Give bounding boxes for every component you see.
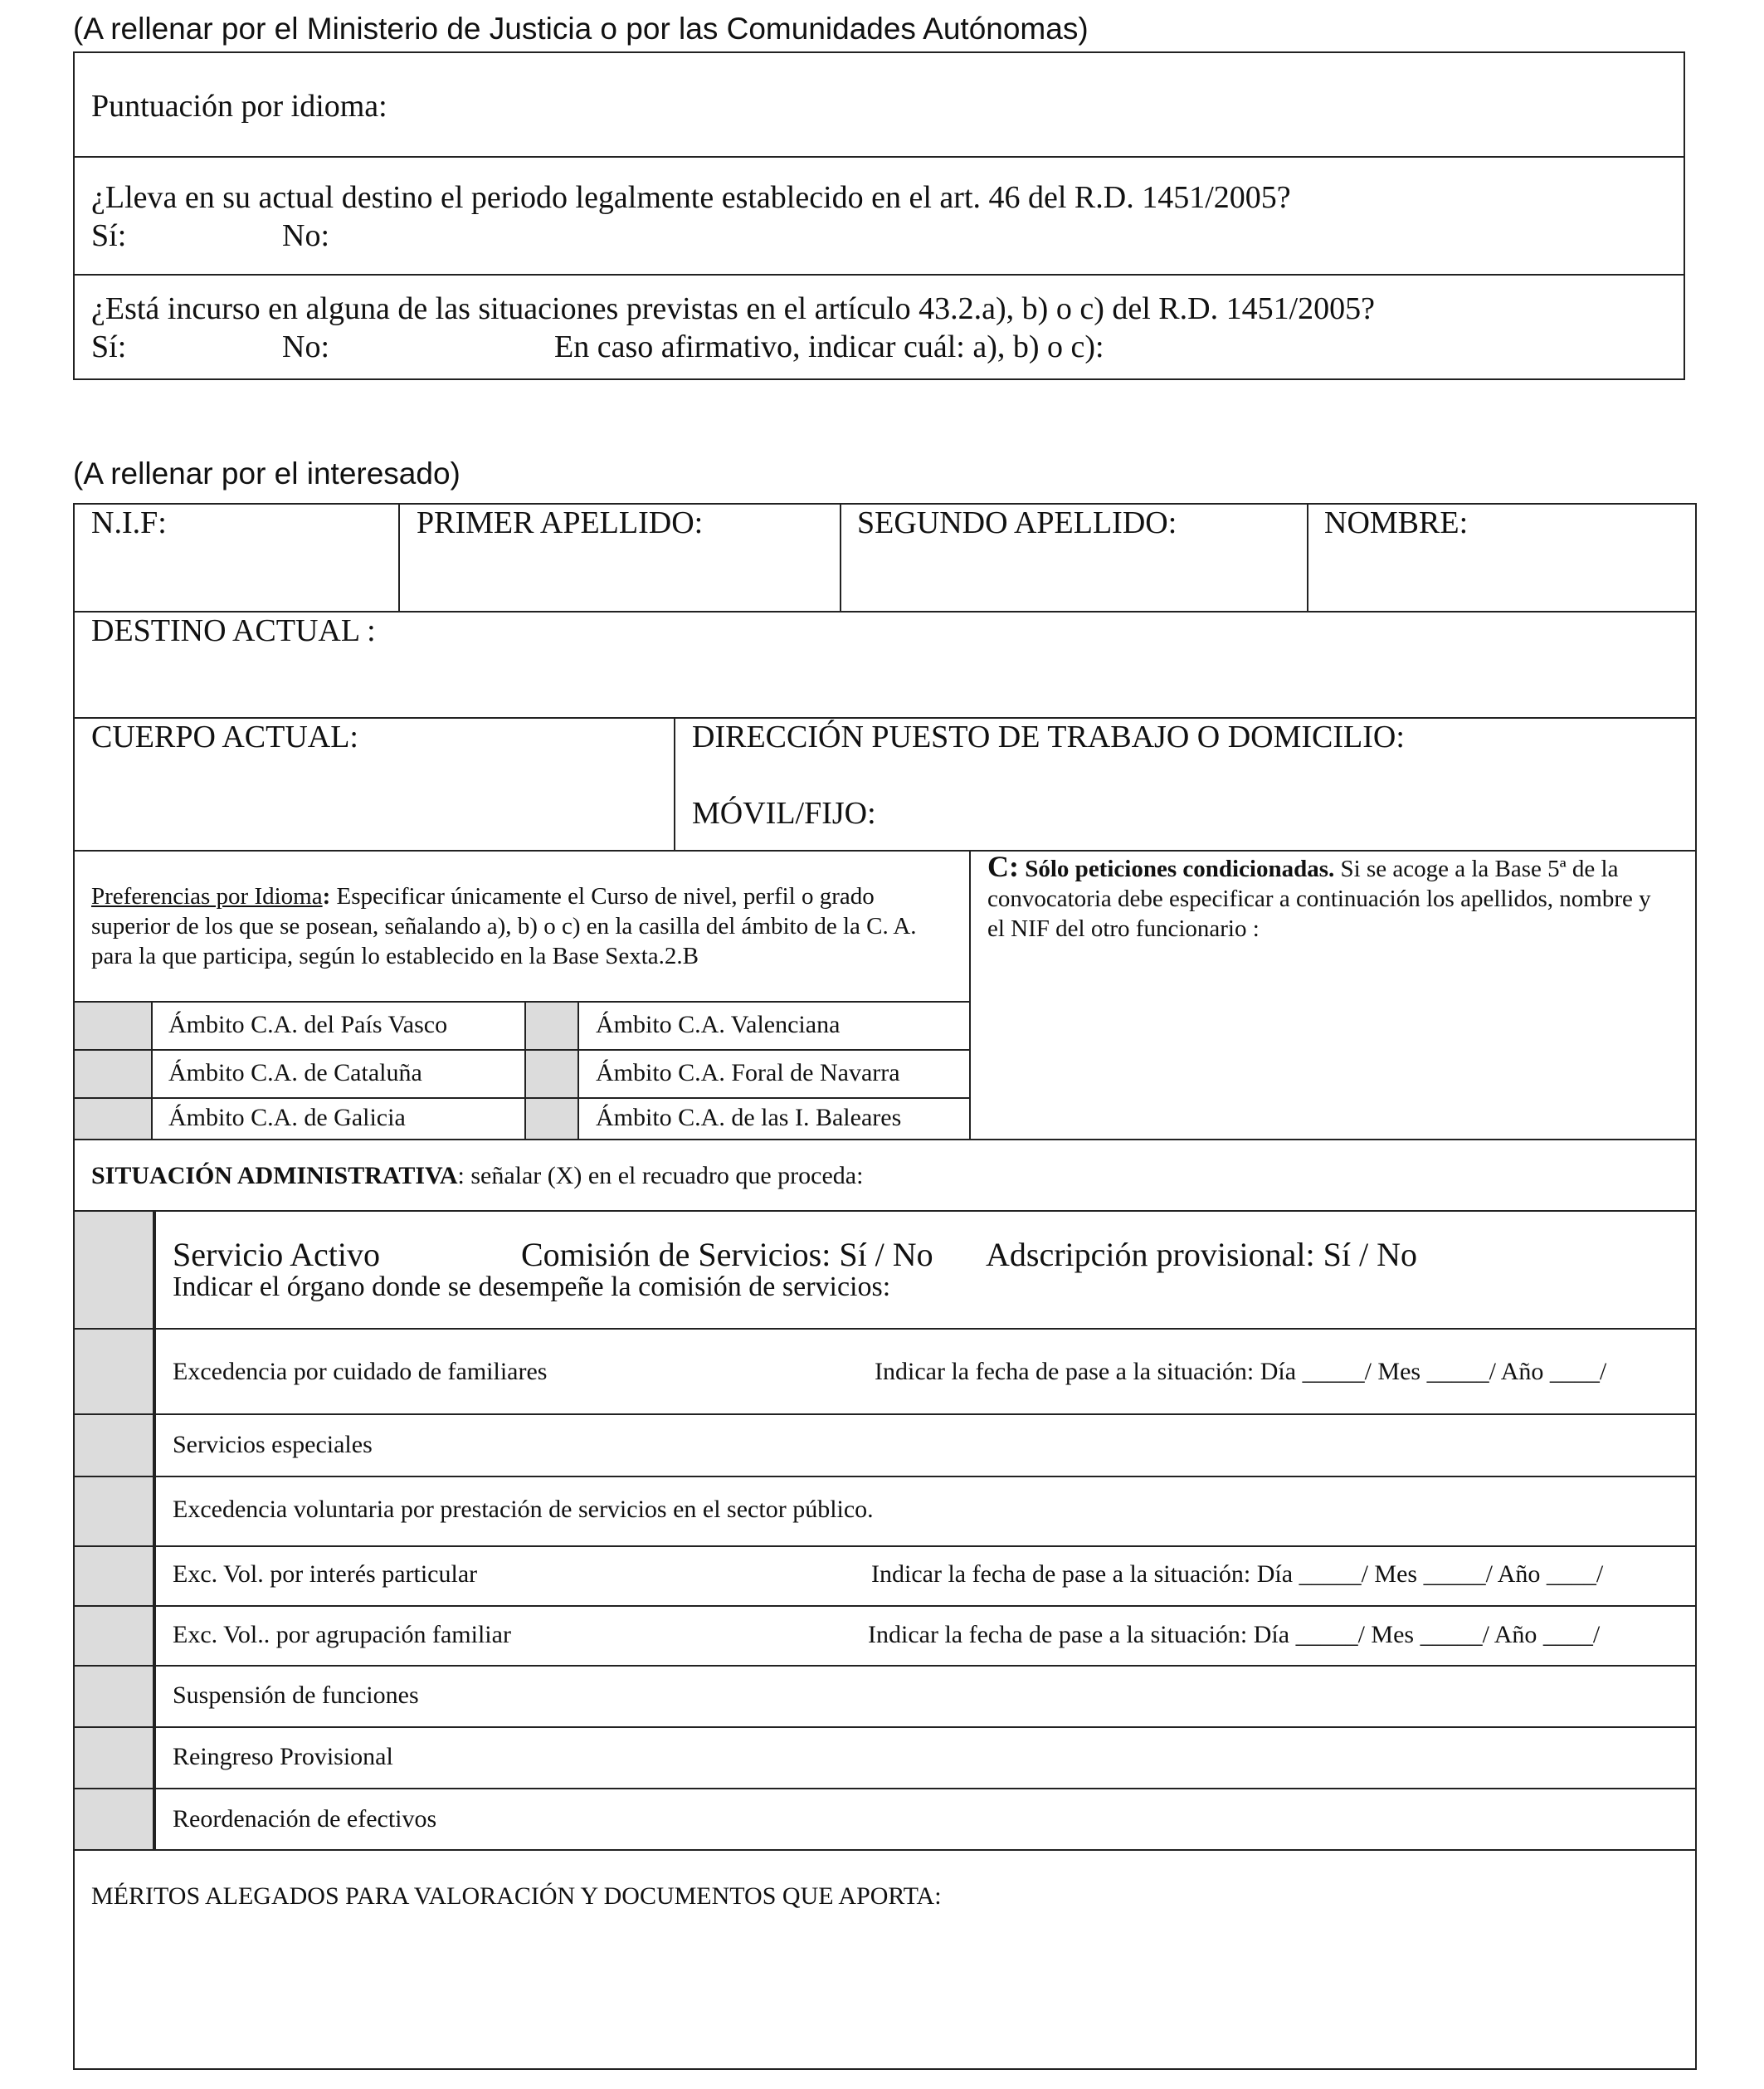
region-label-cataluna: Ámbito C.A. de Cataluña xyxy=(168,1059,422,1086)
conditional-instructions: Si se acoge a la Base 5ª de la convocatoria debe especificar a continuación los apellidos, nombre y el NIF del otro funcionario : xyxy=(987,856,1651,942)
conditional-period: . xyxy=(1328,856,1335,882)
region-label-pais-vasco: Ámbito C.A. del País Vasco xyxy=(168,1011,448,1038)
language-preferences-colon: : xyxy=(322,883,331,910)
nif-field[interactable]: N.I.F: xyxy=(91,505,167,540)
region-label-valenciana: Ámbito C.A. Valenciana xyxy=(596,1011,841,1038)
region-label-baleares: Ámbito C.A. de las I. Baleares xyxy=(596,1104,902,1131)
merits-field[interactable]: MÉRITOS ALEGADOS PARA VALORACIÓN Y DOCUMENTOS QUE APORTA: xyxy=(91,1882,942,1910)
question-situations: ¿Está incurso en alguna de las situaciones previstas en el artículo 43.2.a), b) o c) del R.D. 1451/2005? xyxy=(91,291,1375,326)
region-label-navarra: Ámbito C.A. Foral de Navarra xyxy=(596,1059,900,1086)
situation-checkbox[interactable] xyxy=(75,1330,154,1413)
divider xyxy=(73,1849,1697,1851)
region-checkbox[interactable] xyxy=(526,1051,579,1097)
divider xyxy=(73,1605,1697,1607)
phone-field[interactable]: MÓVIL/FIJO: xyxy=(692,796,876,831)
situation-checkbox[interactable] xyxy=(75,1667,154,1726)
situation-checkbox[interactable] xyxy=(75,1789,154,1849)
divider xyxy=(73,1001,969,1003)
address-field[interactable]: DIRECCIÓN PUESTO DE TRABAJO O DOMICILIO: xyxy=(692,720,1405,754)
option-family-grouping-leave: Exc. Vol.. por agrupación familiar xyxy=(173,1621,511,1648)
divider xyxy=(73,1726,1697,1728)
admin-situation-heading xyxy=(91,1162,863,1190)
answer-no-label[interactable]: No: xyxy=(282,218,329,253)
divider xyxy=(73,1545,1697,1547)
divider xyxy=(73,1476,1697,1477)
region-label-galicia: Ámbito C.A. de Galicia xyxy=(168,1104,406,1131)
situation-checkbox[interactable] xyxy=(75,1728,154,1788)
divider xyxy=(73,1049,969,1051)
divider xyxy=(154,1210,156,1849)
language-preferences-instructions: Especificar únicamente el Curso de nivel, perfil o grado superior de los que se posean, señalando a), b) o c) en la casilla del ámbito de la C. A. para la que participa, según lo establecido en la Base Sexta.2.B xyxy=(91,883,917,969)
divider xyxy=(398,503,400,611)
region-checkbox[interactable] xyxy=(526,1003,579,1049)
commission-body-note: Indicar el órgano donde se desempeñe la comisión de servicios: xyxy=(173,1271,891,1302)
option-staff-reorganization: Reordenación de efectivos xyxy=(173,1805,437,1833)
date-prompt[interactable]: Indicar la fecha de pase a la situación: Día _____/ Mes _____/ Año ____/ xyxy=(871,1560,1604,1588)
language-preferences-title: Preferencias por Idioma xyxy=(91,883,323,910)
question-min-period: ¿Lleva en su actual destino el periodo legalmente establecido en el art. 46 del R.D. 1451/2005? xyxy=(91,180,1291,215)
answer-yes-label[interactable]: Sí: xyxy=(91,218,127,253)
current-post-field[interactable]: DESTINO ACTUAL : xyxy=(91,613,376,648)
divider xyxy=(73,1139,1697,1140)
provisional-assignment[interactable]: Adscripción provisional: Sí / No xyxy=(986,1236,1417,1273)
name-field[interactable]: NOMBRE: xyxy=(1324,505,1469,540)
option-personal-interest-leave: Exc. Vol. por interés particular xyxy=(173,1560,478,1588)
option-special-services: Servicios especiales xyxy=(173,1431,373,1458)
divider xyxy=(73,1097,969,1099)
situation-checkbox[interactable] xyxy=(75,1212,154,1328)
if-yes-which-label[interactable]: En caso afirmativo, indicar cuál: a), b) o c): xyxy=(554,329,1104,364)
situation-checkbox[interactable] xyxy=(75,1607,154,1665)
commission-of-services[interactable]: Comisión de Servicios: Sí / No xyxy=(521,1236,933,1273)
option-provisional-reentry: Reingreso Provisional xyxy=(173,1743,393,1770)
situation-checkbox[interactable] xyxy=(75,1477,154,1545)
conditional-title: Sólo peticiones condicionadas xyxy=(1019,856,1329,882)
option-family-care-leave: Excedencia por cuidado de familiares xyxy=(173,1358,548,1385)
divider xyxy=(969,850,971,1139)
region-checkbox[interactable] xyxy=(75,1051,153,1097)
admin-situation-instructions: : señalar (X) en el recuadro que proceda: xyxy=(457,1162,864,1189)
divider xyxy=(73,1210,1697,1212)
answer-no-label[interactable]: No: xyxy=(282,329,329,364)
answer-yes-label[interactable]: Sí: xyxy=(91,329,127,364)
conditional-requests-text xyxy=(987,852,1668,944)
divider xyxy=(73,274,1685,276)
situation-checkbox[interactable] xyxy=(75,1547,154,1605)
current-corps-field[interactable]: CUERPO ACTUAL: xyxy=(91,720,358,754)
active-service-label: Servicio Activo xyxy=(173,1236,380,1273)
first-surname-field[interactable]: PRIMER APELLIDO: xyxy=(417,505,704,540)
region-checkbox[interactable] xyxy=(75,1099,153,1139)
second-surname-field[interactable]: SEGUNDO APELLIDO: xyxy=(857,505,1177,540)
option-public-sector-leave: Excedencia voluntaria por prestación de servicios en el sector público. xyxy=(173,1496,874,1523)
region-checkbox[interactable] xyxy=(526,1099,579,1139)
admin-situation-title: SITUACIÓN ADMINISTRATIVA xyxy=(91,1162,458,1189)
date-prompt[interactable]: Indicar la fecha de pase a la situación: Día _____/ Mes _____/ Año ____/ xyxy=(875,1358,1607,1385)
conditional-letter: C: xyxy=(987,850,1019,883)
divider xyxy=(73,1413,1697,1415)
option-suspension: Suspensión de funciones xyxy=(173,1681,419,1709)
admin-section-heading: (A rellenar por el Ministerio de Justicia o por las Comunidades Autónomas) xyxy=(73,12,1089,46)
divider xyxy=(73,1665,1697,1667)
language-score-label: Puntuación por idioma: xyxy=(91,89,387,124)
divider xyxy=(840,503,841,611)
divider xyxy=(73,156,1685,158)
situation-checkbox[interactable] xyxy=(75,1415,154,1476)
date-prompt[interactable]: Indicar la fecha de pase a la situación: Día _____/ Mes _____/ Año ____/ xyxy=(868,1621,1601,1648)
divider xyxy=(73,1328,1697,1330)
divider xyxy=(73,1788,1697,1789)
region-checkbox[interactable] xyxy=(75,1003,153,1049)
divider xyxy=(674,717,675,850)
applicant-section-heading: (A rellenar por el interesado) xyxy=(73,456,460,491)
divider xyxy=(1307,503,1308,611)
language-preferences-text xyxy=(91,881,958,971)
